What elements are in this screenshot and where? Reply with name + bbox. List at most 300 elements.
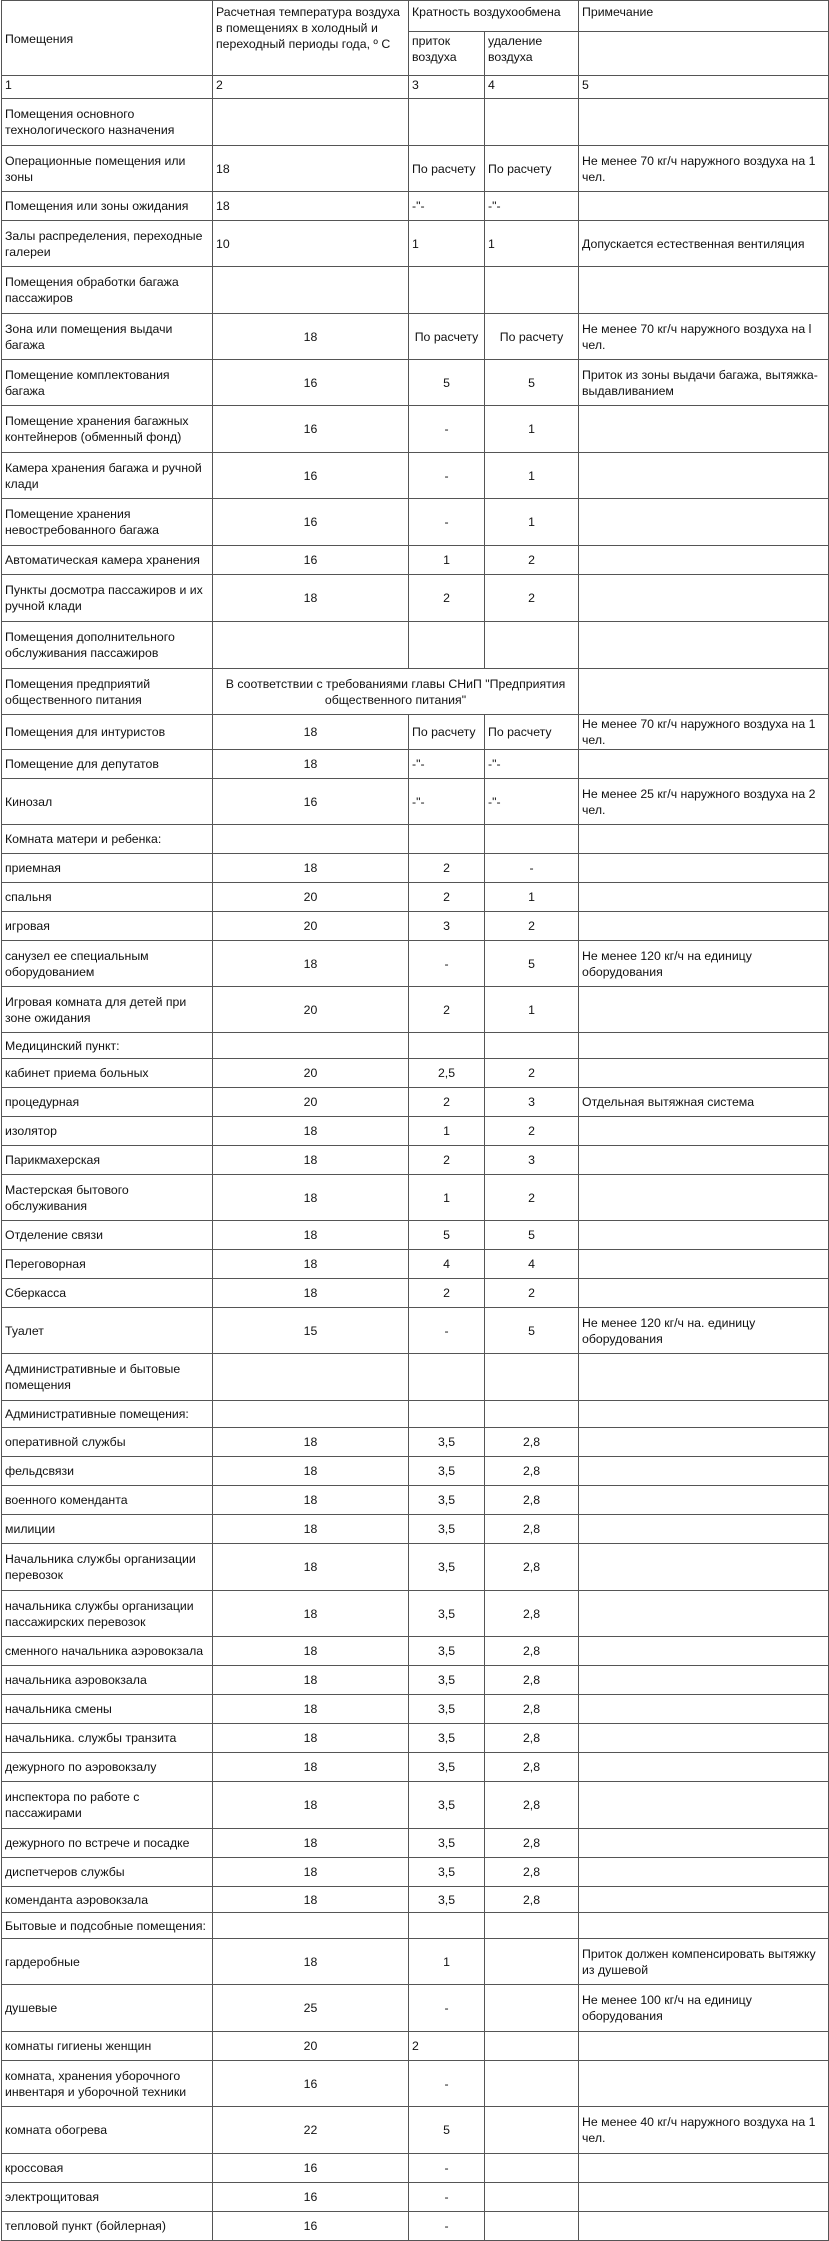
- note: Не менее 100 кг/ч на единицу оборудования: [579, 1985, 829, 2032]
- col-num-2: 2: [213, 76, 409, 99]
- table-row: [2, 2061, 829, 2107]
- note: [579, 453, 829, 499]
- header-supply: приток воздуха: [409, 32, 485, 76]
- temperature: 18: [213, 715, 409, 750]
- temperature: 16: [213, 453, 409, 499]
- exhaust: 2: [485, 575, 579, 622]
- exhaust: [485, 1033, 579, 1059]
- supply: 4: [409, 1250, 485, 1279]
- temperature: 10: [213, 221, 409, 267]
- supply: 3: [409, 912, 485, 941]
- note: [579, 1428, 829, 1457]
- exhaust: -"-: [485, 750, 579, 779]
- exhaust: 2,8: [485, 1887, 579, 1913]
- note: [579, 1146, 829, 1175]
- table-row: [2, 314, 829, 360]
- temperature: [213, 622, 409, 669]
- note: [579, 1887, 829, 1913]
- exhaust: 2: [485, 1279, 579, 1308]
- room-name: Зона или помещения выдачи багажа: [2, 314, 213, 360]
- exhaust: По расчету: [485, 715, 579, 750]
- note: Не менее 120 кг/ч на единицу оборудования: [579, 941, 829, 987]
- exhaust: 3: [485, 1146, 579, 1175]
- exhaust: 1: [485, 987, 579, 1033]
- table-row: [2, 715, 829, 750]
- temperature: 16: [213, 2061, 409, 2107]
- room-name: дежурного по аэровокзалу: [2, 1753, 213, 1782]
- note: Не менее 70 кг/ч наружного воздуха на l чел.: [579, 314, 829, 360]
- temperature: 18: [213, 575, 409, 622]
- note: [579, 1175, 829, 1221]
- exhaust: 5: [485, 1221, 579, 1250]
- temperature: 22: [213, 2107, 409, 2154]
- supply: [409, 267, 485, 314]
- room-name: Административные и бытовые помещения: [2, 1354, 213, 1401]
- temperature: 18: [213, 1279, 409, 1308]
- exhaust: 2,8: [485, 1591, 579, 1637]
- temperature: 16: [213, 2212, 409, 2241]
- supply: 2: [409, 1146, 485, 1175]
- room-name: Парикмахерская: [2, 1146, 213, 1175]
- exhaust: [485, 1354, 579, 1401]
- exhaust: 1: [485, 453, 579, 499]
- supply: 3,5: [409, 1782, 485, 1829]
- exhaust: -"-: [485, 192, 579, 221]
- supply: 1: [409, 1175, 485, 1221]
- supply: По расчету: [409, 146, 485, 192]
- exhaust: 2,8: [485, 1544, 579, 1591]
- room-name: процедурная: [2, 1088, 213, 1117]
- exhaust: 1: [485, 883, 579, 912]
- temperature: 18: [213, 1695, 409, 1724]
- exhaust: [485, 622, 579, 669]
- header-exhaust: удаление воздуха: [485, 32, 579, 76]
- note: [579, 1401, 829, 1428]
- table-row: [2, 1939, 829, 1985]
- room-name: начальника службы организации пассажирских перевозок: [2, 1591, 213, 1637]
- room-name: Помещение комплектования багажа: [2, 360, 213, 406]
- temperature: 18: [213, 1666, 409, 1695]
- exhaust: 1: [485, 406, 579, 453]
- exhaust: -"-: [485, 779, 579, 825]
- room-name: приемная: [2, 854, 213, 883]
- room-name: комната обогрева: [2, 2107, 213, 2154]
- note: Не менее 120 кг/ч на. единицу оборудования: [579, 1308, 829, 1354]
- exhaust: 4: [485, 1250, 579, 1279]
- supply: 3,5: [409, 1637, 485, 1666]
- note: Не менее 70 кг/ч наружного воздуха на 1 чел.: [579, 715, 829, 750]
- note: [579, 406, 829, 453]
- exhaust: 2: [485, 1059, 579, 1088]
- note: [579, 750, 829, 779]
- room-name: Бытовые и подсобные помещения:: [2, 1913, 213, 1939]
- table-row: [2, 1088, 829, 1117]
- room-name: спальня: [2, 883, 213, 912]
- table-row: [2, 669, 829, 715]
- note: [579, 1250, 829, 1279]
- temperature: 18: [213, 1939, 409, 1985]
- temperature: 18: [213, 1457, 409, 1486]
- note: [579, 1753, 829, 1782]
- note: [579, 1544, 829, 1591]
- note: [579, 1354, 829, 1401]
- room-name: Медицинский пункт:: [2, 1033, 213, 1059]
- exhaust: -: [485, 854, 579, 883]
- temperature: 15: [213, 1308, 409, 1354]
- room-name: санузел ее специальным оборудованием: [2, 941, 213, 987]
- table-row: [2, 1175, 829, 1221]
- table-row: [2, 779, 829, 825]
- temperature: 20: [213, 1059, 409, 1088]
- temperature: 16: [213, 546, 409, 575]
- temperature: 18: [213, 1637, 409, 1666]
- note: [579, 1457, 829, 1486]
- exhaust: 2,8: [485, 1858, 579, 1887]
- note: [579, 2183, 829, 2212]
- temperature: 16: [213, 2154, 409, 2183]
- supply: 3,5: [409, 1666, 485, 1695]
- supply: 2: [409, 854, 485, 883]
- note: Отдельная вытяжная система: [579, 1088, 829, 1117]
- note: [579, 1059, 829, 1088]
- table-row: [2, 1146, 829, 1175]
- supply: [409, 622, 485, 669]
- room-name: начальника. службы транзита: [2, 1724, 213, 1753]
- supply: 3,5: [409, 1486, 485, 1515]
- note: [579, 2212, 829, 2241]
- supply: -: [409, 2212, 485, 2241]
- supply: 2: [409, 1088, 485, 1117]
- table-row: [2, 453, 829, 499]
- room-name: Кинозал: [2, 779, 213, 825]
- room-name: Сберкасса: [2, 1279, 213, 1308]
- exhaust: [485, 2061, 579, 2107]
- note: [579, 1515, 829, 1544]
- table-row: [2, 883, 829, 912]
- note: [579, 575, 829, 622]
- exhaust: 3: [485, 1088, 579, 1117]
- table-row: [2, 987, 829, 1033]
- note: [579, 1666, 829, 1695]
- temperature: 20: [213, 987, 409, 1033]
- table-row: [2, 1059, 829, 1088]
- exhaust: [485, 99, 579, 146]
- temperature: 18: [213, 1221, 409, 1250]
- supply: 2: [409, 987, 485, 1033]
- table-row: [2, 221, 829, 267]
- temperature: 18: [213, 1753, 409, 1782]
- table-row: [2, 1753, 829, 1782]
- note: [579, 1486, 829, 1515]
- note: [579, 1695, 829, 1724]
- table-row: [2, 1887, 829, 1913]
- supply: -: [409, 1308, 485, 1354]
- room-name: Камера хранения багажа и ручной клади: [2, 453, 213, 499]
- exhaust: 2: [485, 1175, 579, 1221]
- room-name: Помещения для интуристов: [2, 715, 213, 750]
- supply: -: [409, 2154, 485, 2183]
- table-row: [2, 1913, 829, 1939]
- supply: 2: [409, 2032, 485, 2061]
- temperature: 20: [213, 912, 409, 941]
- note: [579, 2154, 829, 2183]
- exhaust: 5: [485, 1308, 579, 1354]
- note: Не менее 25 кг/ч наружного воздуха на 2 чел.: [579, 779, 829, 825]
- header-rooms: Помещения: [2, 1, 213, 76]
- supply: 3,5: [409, 1724, 485, 1753]
- exhaust: По расчету: [485, 146, 579, 192]
- table-row: [2, 2032, 829, 2061]
- exhaust: 1: [485, 221, 579, 267]
- note: [579, 1033, 829, 1059]
- supply: [409, 1913, 485, 1939]
- temperature: 18: [213, 1428, 409, 1457]
- col-num-4: 4: [485, 76, 579, 99]
- table-row: [2, 99, 829, 146]
- supply: 3,5: [409, 1829, 485, 1858]
- supply: 1: [409, 1939, 485, 1985]
- room-name: Помещения или зоны ожидания: [2, 192, 213, 221]
- room-name: Начальника службы организации перевозок: [2, 1544, 213, 1591]
- room-name: Комната матери и ребенка:: [2, 825, 213, 854]
- room-name: гардеробные: [2, 1939, 213, 1985]
- temperature: 18: [213, 1887, 409, 1913]
- exhaust: [485, 2154, 579, 2183]
- note: [579, 912, 829, 941]
- supply: -: [409, 1985, 485, 2032]
- exhaust: 2,8: [485, 1637, 579, 1666]
- supply: 3,5: [409, 1887, 485, 1913]
- table-row: [2, 1515, 829, 1544]
- note: Приток должен компенсировать вытяжку из душевой: [579, 1939, 829, 1985]
- col-num-1: 1: [2, 76, 213, 99]
- room-name: фельдсвязи: [2, 1457, 213, 1486]
- temperature: 16: [213, 406, 409, 453]
- temperature: 25: [213, 1985, 409, 2032]
- room-name: Мастерская бытового обслуживания: [2, 1175, 213, 1221]
- room-name: начальника аэровокзала: [2, 1666, 213, 1695]
- room-name: игровая: [2, 912, 213, 941]
- note: [579, 1279, 829, 1308]
- temperature: 16: [213, 779, 409, 825]
- exhaust: 2: [485, 546, 579, 575]
- supply: 5: [409, 360, 485, 406]
- table-row: [2, 1033, 829, 1059]
- table-row: [2, 546, 829, 575]
- ventilation-table: [1, 0, 829, 2241]
- supply: 5: [409, 1221, 485, 1250]
- note: [579, 1591, 829, 1637]
- room-name: Помещения основного технологического назначения: [2, 99, 213, 146]
- table-row: [2, 1724, 829, 1753]
- note: [579, 267, 829, 314]
- exhaust: 2,8: [485, 1724, 579, 1753]
- room-name: диспетчеров службы: [2, 1858, 213, 1887]
- temperature: 18: [213, 1782, 409, 1829]
- table-row: [2, 575, 829, 622]
- table-row: [2, 750, 829, 779]
- note: [579, 499, 829, 546]
- temperature: 18: [213, 1117, 409, 1146]
- room-name: кабинет приема больных: [2, 1059, 213, 1088]
- temperature: [213, 1033, 409, 1059]
- table-row: [2, 1457, 829, 1486]
- note: [579, 1117, 829, 1146]
- note: [579, 825, 829, 854]
- room-name: коменданта аэровокзала: [2, 1887, 213, 1913]
- temperature: 18: [213, 146, 409, 192]
- exhaust: [485, 2212, 579, 2241]
- table-row: [2, 360, 829, 406]
- supply: 2: [409, 575, 485, 622]
- table-row: [2, 941, 829, 987]
- supply: По расчету: [409, 314, 485, 360]
- room-name: электрощитовая: [2, 2183, 213, 2212]
- room-name: Автоматическая камера хранения: [2, 546, 213, 575]
- room-name: Операционные помещения или зоны: [2, 146, 213, 192]
- supply: -: [409, 2183, 485, 2212]
- room-name: комнаты гигиены женщин: [2, 2032, 213, 2061]
- supply: -"-: [409, 750, 485, 779]
- col-num-3: 3: [409, 76, 485, 99]
- supply: -: [409, 2061, 485, 2107]
- note: Приток из зоны выдачи багажа, вытяжка-выдавливанием: [579, 360, 829, 406]
- note: [579, 1858, 829, 1887]
- room-name: милиции: [2, 1515, 213, 1544]
- supply: 3,5: [409, 1858, 485, 1887]
- exhaust: 5: [485, 360, 579, 406]
- temperature: 16: [213, 499, 409, 546]
- note: [579, 622, 829, 669]
- note: [579, 1724, 829, 1753]
- temperature: [213, 99, 409, 146]
- temperature: 18: [213, 1486, 409, 1515]
- temperature: 18: [213, 1175, 409, 1221]
- table-row: [2, 1401, 829, 1428]
- room-name: военного коменданта: [2, 1486, 213, 1515]
- exhaust: 2: [485, 912, 579, 941]
- table-row: [2, 1782, 829, 1829]
- supply: По расчету: [409, 715, 485, 750]
- note: [579, 987, 829, 1033]
- temperature: [213, 825, 409, 854]
- supply: 3,5: [409, 1544, 485, 1591]
- temperature: 18: [213, 1515, 409, 1544]
- room-name: сменного начальника аэровокзала: [2, 1637, 213, 1666]
- table-row: [2, 406, 829, 453]
- supply: -: [409, 453, 485, 499]
- table-row: [2, 2183, 829, 2212]
- exhaust: 1: [485, 499, 579, 546]
- table-row: [2, 1354, 829, 1401]
- exhaust: 2,8: [485, 1428, 579, 1457]
- exhaust: По расчету: [485, 314, 579, 360]
- supply: -: [409, 941, 485, 987]
- supply: [409, 99, 485, 146]
- exhaust: 2,8: [485, 1695, 579, 1724]
- temperature: 20: [213, 2032, 409, 2061]
- exhaust: 5: [485, 941, 579, 987]
- exhaust: 2,8: [485, 1486, 579, 1515]
- room-name: душевые: [2, 1985, 213, 2032]
- note: [579, 99, 829, 146]
- temperature: [213, 1354, 409, 1401]
- temperature: 18: [213, 1858, 409, 1887]
- temperature: 16: [213, 360, 409, 406]
- room-name: Помещение для депутатов: [2, 750, 213, 779]
- room-name: Помещение хранения невостребованного багажа: [2, 499, 213, 546]
- room-name: начальника смены: [2, 1695, 213, 1724]
- table-row: [2, 1695, 829, 1724]
- table-row: [2, 912, 829, 941]
- note: [579, 1637, 829, 1666]
- note: Не менее 70 кг/ч наружного воздуха на 1 чел.: [579, 146, 829, 192]
- table-row: [2, 499, 829, 546]
- table-row: [2, 1221, 829, 1250]
- room-name: инспектора по работе с пассажирами: [2, 1782, 213, 1829]
- exhaust: 2,8: [485, 1829, 579, 1858]
- note: [579, 1829, 829, 1858]
- exhaust: [485, 825, 579, 854]
- table-row: [2, 1858, 829, 1887]
- supply: 5: [409, 2107, 485, 2154]
- supply: 3,5: [409, 1591, 485, 1637]
- table-row: [2, 1666, 829, 1695]
- room-name: Залы распределения, переходные галереи: [2, 221, 213, 267]
- supply: 3,5: [409, 1428, 485, 1457]
- table-row: [2, 1985, 829, 2032]
- table-row: [2, 1637, 829, 1666]
- room-name: комната, хранения уборочного инвентаря и уборочной техники: [2, 2061, 213, 2107]
- room-name: Туалет: [2, 1308, 213, 1354]
- exhaust: 2,8: [485, 1515, 579, 1544]
- supply: 1: [409, 1117, 485, 1146]
- supply: 2: [409, 1279, 485, 1308]
- room-name: Помещения предприятий общественного питания: [2, 669, 213, 715]
- table-row: [2, 1279, 829, 1308]
- room-name: Отделение связи: [2, 1221, 213, 1250]
- supply: [409, 1401, 485, 1428]
- exhaust: [485, 1913, 579, 1939]
- temperature: 18: [213, 314, 409, 360]
- note: [579, 1913, 829, 1939]
- room-name: дежурного по встрече и посадке: [2, 1829, 213, 1858]
- exhaust: 2,8: [485, 1782, 579, 1829]
- temperature: 18: [213, 1591, 409, 1637]
- note: [579, 1782, 829, 1829]
- temperature: 16: [213, 2183, 409, 2212]
- table-row: [2, 1117, 829, 1146]
- temperature: 18: [213, 1250, 409, 1279]
- temperature: 20: [213, 883, 409, 912]
- temperature: 18: [213, 1724, 409, 1753]
- note: [579, 546, 829, 575]
- table-row: [2, 1591, 829, 1637]
- span-note: В соответствии с требованиями главы СНиП "Предприятия общественного питания": [213, 669, 579, 715]
- table-row: [2, 1486, 829, 1515]
- table-row: [2, 854, 829, 883]
- supply: -"-: [409, 192, 485, 221]
- temperature: 18: [213, 1544, 409, 1591]
- room-name: изолятор: [2, 1117, 213, 1146]
- note: [579, 2061, 829, 2107]
- exhaust: 2: [485, 1117, 579, 1146]
- supply: 3,5: [409, 1515, 485, 1544]
- note: [579, 192, 829, 221]
- temperature: 18: [213, 854, 409, 883]
- table-row: [2, 1250, 829, 1279]
- table-row: [2, 2154, 829, 2183]
